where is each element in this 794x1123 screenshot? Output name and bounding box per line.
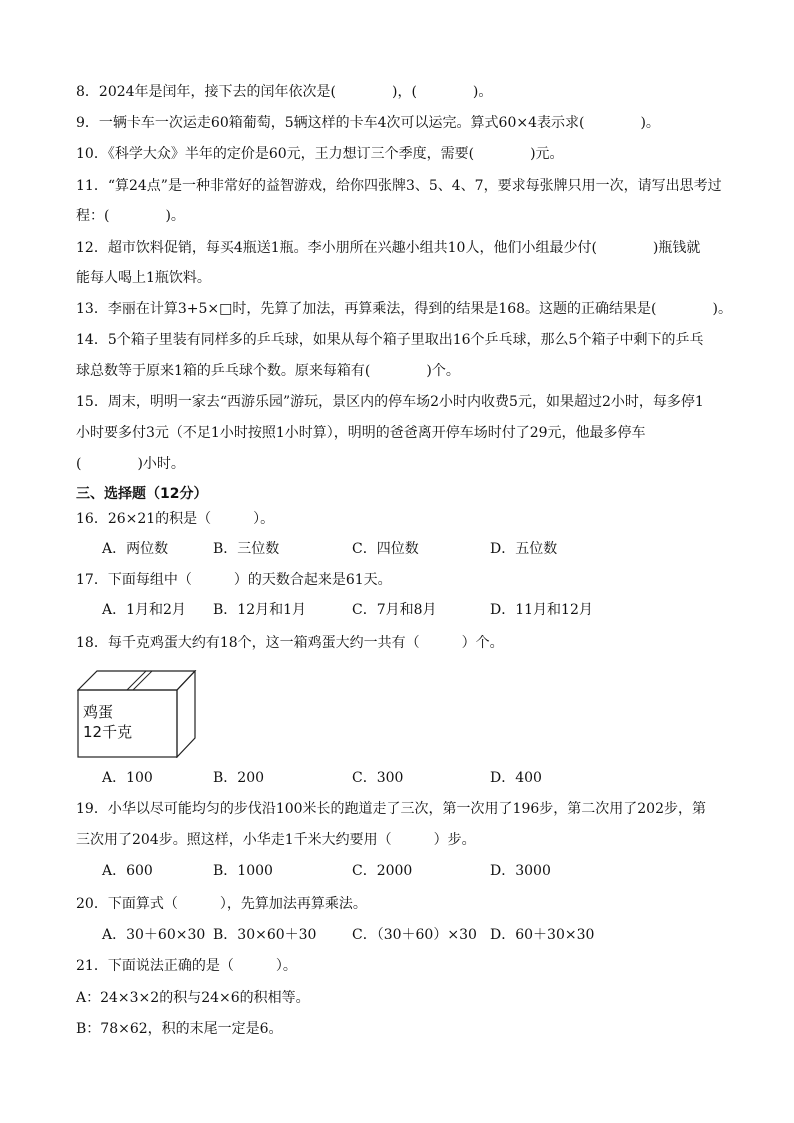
option-a: A．100 [102,770,153,786]
option-b: B．200 [213,770,265,786]
option-c: C．（30＋60）×30 [352,927,477,943]
option-c: C．2000 [352,863,413,879]
option-d: D．400 [490,770,542,786]
question-12-line1: 12．超市饮料促销，每买4瓶送1瓶。李小朋所在兴趣小组共10人，他们小组最少付( )瓶钱就 [76,240,701,256]
option-c: C．300 [352,770,404,786]
question-11-line2: 程：( )。 [76,208,185,224]
option-a: A．1月和2月 [102,602,186,618]
question-16: 16．26×21的积是（ ）。 [76,511,275,527]
question-15-line3: ( )小时。 [76,456,185,472]
question-14-line2: 球总数等于原来1箱的乒乓球个数。原来每箱有( )个。 [76,363,460,379]
option-d: D．11月和12月 [490,602,593,618]
question-21: 21．下面说法正确的是（ ）。 [76,958,297,974]
box-label-line2: 12千克 [83,723,133,741]
question-20: 20．下面算式（ ），先算加法再算乘法。 [76,896,367,912]
question-9: 9．一辆卡车一次运走60箱葡萄，5辆这样的卡车4次可以运完。算式60×4表示求( )。 [76,115,660,131]
option-c: C．四位数 [352,541,419,557]
question-18: 18．每千克鸡蛋大约有18个，这一箱鸡蛋大约一共有（ ）个。 [76,635,504,651]
option-a: A．600 [102,863,153,879]
option-d: D．60＋30×30 [490,927,595,943]
egg-box-figure [77,670,197,758]
question-13: 13．李丽在计算3+5×□时，先算了加法，再算乘法，得到的结果是168。这题的正确结果是( )。 [76,301,732,317]
question-21-statement-a: A：24×3×2的积与24×6的积相等。 [76,990,310,1006]
question-19-line2: 三次用了204步。照这样，小华走1千米大约要用（ ）步。 [76,832,476,848]
question-11-line1: 11．“算24点”是一种非常好的益智游戏，给你四张牌3、5、4、7，要求每张牌只用一次，请写出思考过 [76,178,722,194]
section-heading: 三、选择题（12分） [76,486,208,502]
question-15-line2: 小时要多付3元（不足1小时按照1小时算），明明的爸爸离开停车场时付了29元，他最多停车 [76,425,646,441]
option-b: B．30×60＋30 [213,927,317,943]
option-d: D．3000 [490,863,551,879]
option-a: A．30＋60×30 [102,927,206,943]
question-15-line1: 15．周末，明明一家去“西游乐园”游玩，景区内的停车场2小时内收费5元，如果超过2小时，每多停1 [76,394,704,410]
question-10: 10．《科学大众》半年的定价是60元，王力想订三个季度，需要( )元。 [76,146,564,162]
option-d: D．五位数 [490,541,558,557]
question-12-line2: 能每人喝上1瓶饮料。 [76,270,211,286]
question-8: 8．2024年是闰年，接下去的闰年依次是( )，( )。 [76,84,493,100]
option-b: B．1000 [213,863,273,879]
question-21-statement-b: B：78×62，积的末尾一定是6。 [76,1021,283,1037]
question-17: 17．下面每组中（ ）的天数合起来是61天。 [76,572,392,588]
option-a: A．两位数 [102,541,169,557]
option-c: C．7月和8月 [352,602,437,618]
question-14-line1: 14．5个箱子里装有同样多的乒乓球，如果从每个箱子里取出16个乒乓球，那么5个箱子中剩下的乒乓 [76,332,704,348]
option-b: B．三位数 [213,541,280,557]
box-label-line1: 鸡蛋 [83,703,114,721]
question-19-line1: 19．小华以尽可能均匀的步伐沿100米长的跑道走了三次，第一次用了196步，第二次用了202步，第 [76,801,706,817]
option-b: B．12月和1月 [213,602,307,618]
